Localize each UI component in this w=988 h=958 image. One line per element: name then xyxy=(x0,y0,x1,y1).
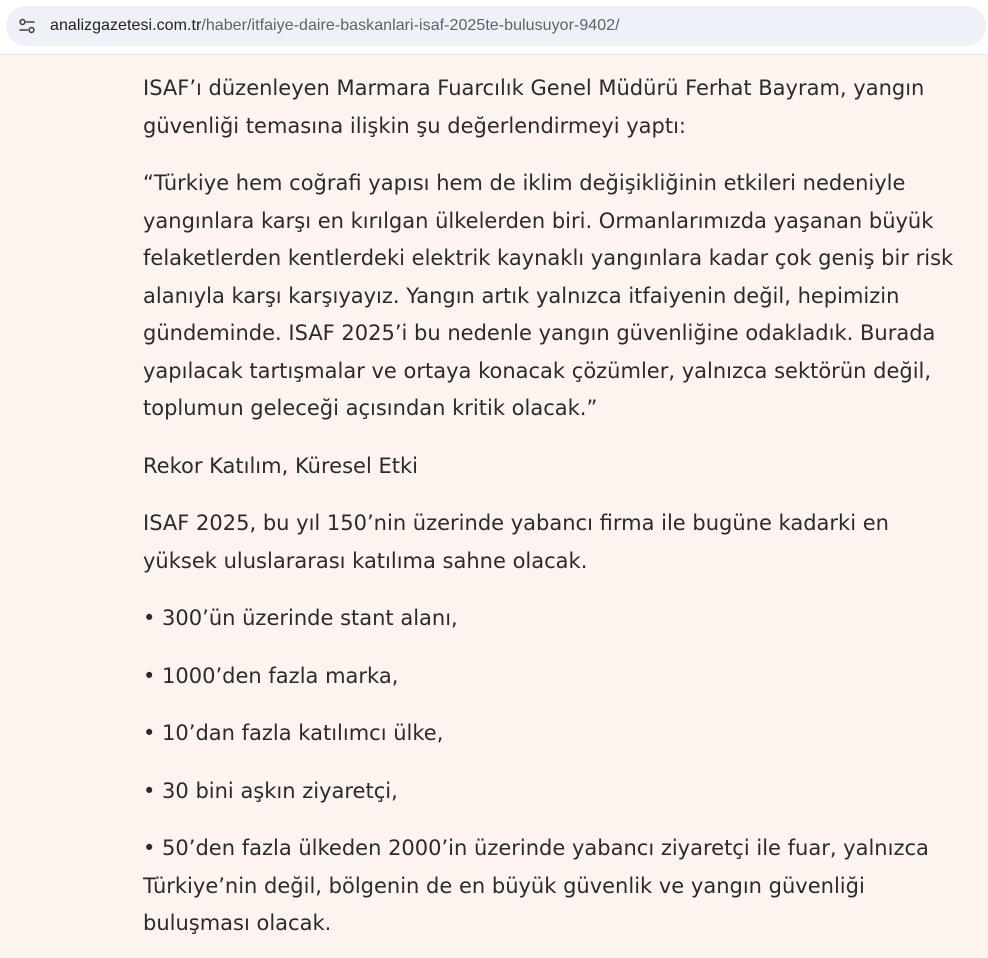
bullet-item: • 300’ün üzerinde stant alanı, xyxy=(143,606,458,630)
quote-paragraph: “Türkiye hem coğrafi yapısı hem de iklim değişikliğinin etkileri nedeniyle yangınlara karşı en kırılgan ülkelerden biri. Ormanlarımızda yaşanan büyük felaketlerden kentlerdeki elektrik kaynaklı yangınlara kadar çok geniş bir risk alanıyla karşı karşıyayız. Yangın artık yalnızca itfaiyenin değil, hepimizin gündeminde. ISAF 2025’i bu nedenle yangın güvenliğine odakladık. Burada yapılacak tartışmalar ve ortaya konacak çözümler, yalnızca sektörün değil, toplumun geleceği açısından kritik olacak.” xyxy=(143,171,954,420)
bullet-item: • 1000’den fazla marka, xyxy=(143,663,399,688)
url-path: /haber/itfaiye-daire-baskanlari-isaf-2025te-bulusuyor-9402/ xyxy=(201,17,620,34)
url-text[interactable] xyxy=(50,17,620,35)
tune-icon[interactable] xyxy=(18,17,36,35)
lead-paragraph: ISAF 2025, bu yıl 150’nin üzerinde yabancı firma ile bugüne kadarki en yüksek uluslararası katılıma sahne olacak. xyxy=(143,511,889,573)
bullet-item: • 10’dan fazla katılımcı ülke, xyxy=(143,721,444,745)
bullet-list xyxy=(143,600,963,943)
intro-paragraph: ISAF’ı düzenleyen Marmara Fuarcılık Genel Müdürü Ferhat Bayram, yangın güvenliği temasına ilişkin şu değerlendirmeyi yaptı: xyxy=(143,76,925,138)
bullet-item: • 50’den fazla ülkeden 2000’in üzerinde yabancı ziyaretçi ile fuar, yalnızca Türkiye’nin değil, bölgenin de en büyük güvenlik ve yangın güvenliği buluşması olacak. xyxy=(143,836,929,935)
address-bar[interactable] xyxy=(6,6,986,46)
browser-toolbar xyxy=(0,0,988,55)
bullet-item: • 30 bini aşkın ziyaretçi, xyxy=(143,778,398,803)
url-domain: analizgazetesi.com.tr xyxy=(50,17,202,34)
section-subheading: Rekor Katılım, Küresel Etki xyxy=(143,453,418,478)
article-body xyxy=(143,70,963,943)
